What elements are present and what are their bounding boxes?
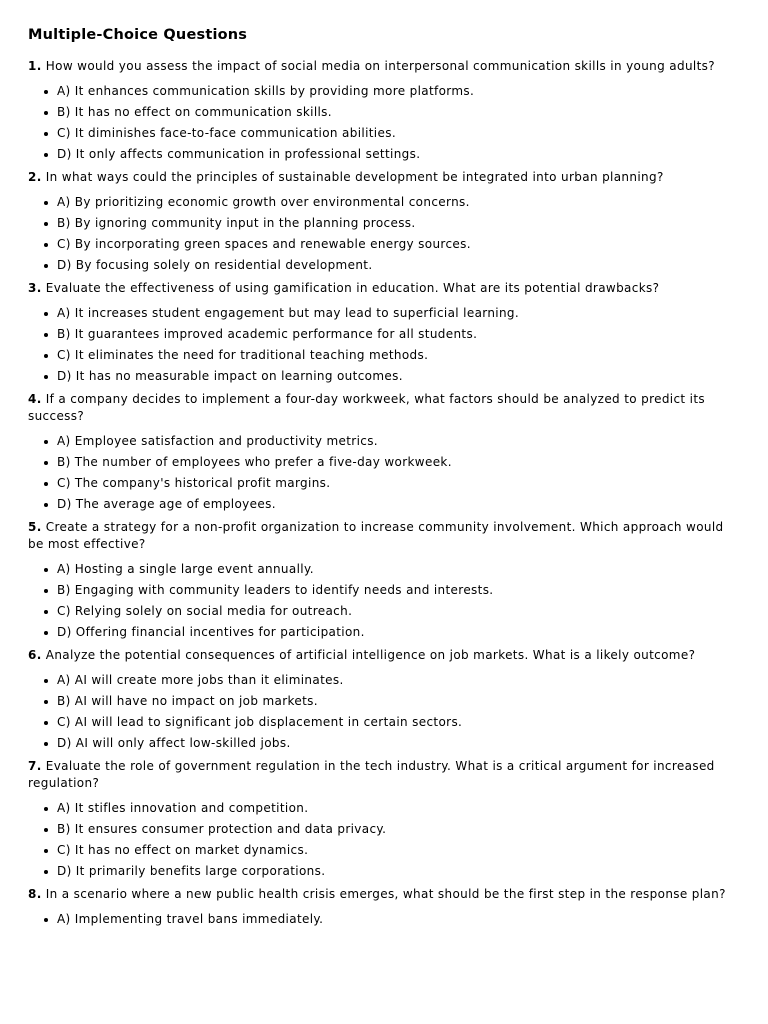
answer-option bbox=[44, 735, 740, 752]
answer-option bbox=[44, 125, 740, 142]
question-number: 1. bbox=[28, 59, 42, 73]
answer-option-text: C) The company's historical profit margins. bbox=[57, 476, 331, 490]
answer-option-text: A) Implementing travel bans immediately. bbox=[57, 912, 324, 926]
answer-option bbox=[44, 561, 740, 578]
answer-option bbox=[44, 215, 740, 232]
answer-option-text: D) By focusing solely on residential development. bbox=[57, 258, 373, 272]
question-number: 5. bbox=[28, 520, 42, 534]
question-number: 4. bbox=[28, 392, 42, 406]
question-number: 7. bbox=[28, 759, 42, 773]
bullet-icon bbox=[44, 461, 48, 465]
answer-option bbox=[44, 863, 740, 880]
answer-option-text: B) Engaging with community leaders to identify needs and interests. bbox=[57, 583, 494, 597]
answer-option bbox=[44, 454, 740, 471]
question-prompt bbox=[28, 886, 740, 903]
answer-option-text: D) The average age of employees. bbox=[57, 497, 276, 511]
answer-option-text: A) By prioritizing economic growth over environmental concerns. bbox=[57, 195, 470, 209]
question-text: Evaluate the effectiveness of using gamification in education. What are its potential drawbacks? bbox=[45, 281, 660, 295]
bullet-icon bbox=[44, 132, 48, 136]
answer-option-text: B) AI will have no impact on job markets. bbox=[57, 694, 318, 708]
answer-option-text: D) It has no measurable impact on learning outcomes. bbox=[57, 369, 403, 383]
bullet-icon bbox=[44, 440, 48, 444]
bullet-icon bbox=[44, 700, 48, 704]
question-prompt bbox=[28, 169, 740, 186]
answer-option-text: C) By incorporating green spaces and renewable energy sources. bbox=[57, 237, 471, 251]
question-text: Analyze the potential consequences of artificial intelligence on job markets. What is a likely outcome? bbox=[45, 648, 696, 662]
answer-option bbox=[44, 433, 740, 450]
bullet-icon bbox=[44, 721, 48, 725]
answer-option-text: B) By ignoring community input in the planning process. bbox=[57, 216, 416, 230]
answer-options bbox=[28, 800, 740, 880]
question-block bbox=[28, 391, 740, 513]
answer-option bbox=[44, 714, 740, 731]
answer-option bbox=[44, 146, 740, 163]
question-block bbox=[28, 169, 740, 274]
bullet-icon bbox=[44, 828, 48, 832]
answer-option bbox=[44, 326, 740, 343]
question-list bbox=[28, 58, 740, 928]
bullet-icon bbox=[44, 631, 48, 635]
answer-option-text: C) It eliminates the need for traditional teaching methods. bbox=[57, 348, 429, 362]
answer-options bbox=[28, 83, 740, 163]
bullet-icon bbox=[44, 503, 48, 507]
answer-option bbox=[44, 911, 740, 928]
question-number: 2. bbox=[28, 170, 42, 184]
question-prompt bbox=[28, 519, 740, 553]
question-block bbox=[28, 58, 740, 163]
answer-option-text: D) Offering financial incentives for participation. bbox=[57, 625, 365, 639]
bullet-icon bbox=[44, 610, 48, 614]
bullet-icon bbox=[44, 111, 48, 115]
answer-option-text: B) It ensures consumer protection and data privacy. bbox=[57, 822, 387, 836]
question-prompt bbox=[28, 647, 740, 664]
bullet-icon bbox=[44, 679, 48, 683]
question-prompt bbox=[28, 391, 740, 425]
question-block bbox=[28, 647, 740, 752]
question-prompt bbox=[28, 758, 740, 792]
answer-option-text: B) It guarantees improved academic performance for all students. bbox=[57, 327, 478, 341]
answer-option bbox=[44, 83, 740, 100]
answer-option bbox=[44, 475, 740, 492]
answer-option bbox=[44, 236, 740, 253]
bullet-icon bbox=[44, 222, 48, 226]
bullet-icon bbox=[44, 243, 48, 247]
answer-option bbox=[44, 305, 740, 322]
answer-option bbox=[44, 496, 740, 513]
answer-option bbox=[44, 257, 740, 274]
bullet-icon bbox=[44, 742, 48, 746]
answer-option-text: C) It has no effect on market dynamics. bbox=[57, 843, 309, 857]
question-prompt bbox=[28, 58, 740, 75]
bullet-icon bbox=[44, 870, 48, 874]
question-text: Evaluate the role of government regulation in the tech industry. What is a critical argument for increased regulation? bbox=[28, 759, 715, 790]
answer-option bbox=[44, 104, 740, 121]
answer-option-text: C) It diminishes face-to-face communication abilities. bbox=[57, 126, 396, 140]
question-block bbox=[28, 280, 740, 385]
bullet-icon bbox=[44, 312, 48, 316]
question-text: How would you assess the impact of social media on interpersonal communication skills in young adults? bbox=[45, 59, 715, 73]
answer-option-text: A) It enhances communication skills by providing more platforms. bbox=[57, 84, 475, 98]
question-prompt bbox=[28, 280, 740, 297]
bullet-icon bbox=[44, 589, 48, 593]
question-number: 8. bbox=[28, 887, 42, 901]
bullet-icon bbox=[44, 333, 48, 337]
bullet-icon bbox=[44, 90, 48, 94]
answer-options bbox=[28, 305, 740, 385]
answer-option-text: A) Employee satisfaction and productivity metrics. bbox=[57, 434, 378, 448]
answer-option-text: A) It increases student engagement but may lead to superficial learning. bbox=[57, 306, 520, 320]
bullet-icon bbox=[44, 354, 48, 358]
bullet-icon bbox=[44, 849, 48, 853]
answer-option-text: B) The number of employees who prefer a five-day workweek. bbox=[57, 455, 452, 469]
question-text: In what ways could the principles of sustainable development be integrated into urban planning? bbox=[45, 170, 664, 184]
bullet-icon bbox=[44, 918, 48, 922]
answer-option bbox=[44, 800, 740, 817]
bullet-icon bbox=[44, 375, 48, 379]
answer-option bbox=[44, 624, 740, 641]
bullet-icon bbox=[44, 201, 48, 205]
answer-option-text: A) It stifles innovation and competition. bbox=[57, 801, 309, 815]
question-number: 3. bbox=[28, 281, 42, 295]
question-text: Create a strategy for a non-profit organization to increase community involvement. Which approach would be most effective? bbox=[28, 520, 724, 551]
answer-option bbox=[44, 842, 740, 859]
answer-option bbox=[44, 194, 740, 211]
bullet-icon bbox=[44, 482, 48, 486]
answer-option bbox=[44, 821, 740, 838]
answer-option bbox=[44, 603, 740, 620]
bullet-icon bbox=[44, 568, 48, 572]
answer-option bbox=[44, 368, 740, 385]
answer-option-text: D) It primarily benefits large corporations. bbox=[57, 864, 326, 878]
answer-option-text: D) AI will only affect low-skilled jobs. bbox=[57, 736, 291, 750]
answer-option bbox=[44, 347, 740, 364]
answer-options bbox=[28, 194, 740, 274]
answer-option-text: B) It has no effect on communication skills. bbox=[57, 105, 332, 119]
answer-option-text: A) Hosting a single large event annually. bbox=[57, 562, 314, 576]
answer-option bbox=[44, 672, 740, 689]
answer-options bbox=[28, 433, 740, 513]
question-text: If a company decides to implement a four-day workweek, what factors should be analyzed to predict its success? bbox=[28, 392, 705, 423]
answer-options bbox=[28, 911, 740, 928]
answer-option-text: C) Relying solely on social media for outreach. bbox=[57, 604, 353, 618]
answer-option-text: D) It only affects communication in professional settings. bbox=[57, 147, 421, 161]
bullet-icon bbox=[44, 264, 48, 268]
question-block bbox=[28, 886, 740, 928]
question-block bbox=[28, 519, 740, 641]
question-block bbox=[28, 758, 740, 880]
answer-options bbox=[28, 672, 740, 752]
answer-option bbox=[44, 693, 740, 710]
answer-option-text: C) AI will lead to significant job displacement in certain sectors. bbox=[57, 715, 463, 729]
question-text: In a scenario where a new public health crisis emerges, what should be the first step in the response plan? bbox=[45, 887, 726, 901]
answer-option bbox=[44, 582, 740, 599]
bullet-icon bbox=[44, 153, 48, 157]
bullet-icon bbox=[44, 807, 48, 811]
question-number: 6. bbox=[28, 648, 42, 662]
answer-options bbox=[28, 561, 740, 641]
page-title: Multiple-Choice Questions bbox=[28, 27, 248, 43]
answer-option-text: A) AI will create more jobs than it eliminates. bbox=[57, 673, 344, 687]
